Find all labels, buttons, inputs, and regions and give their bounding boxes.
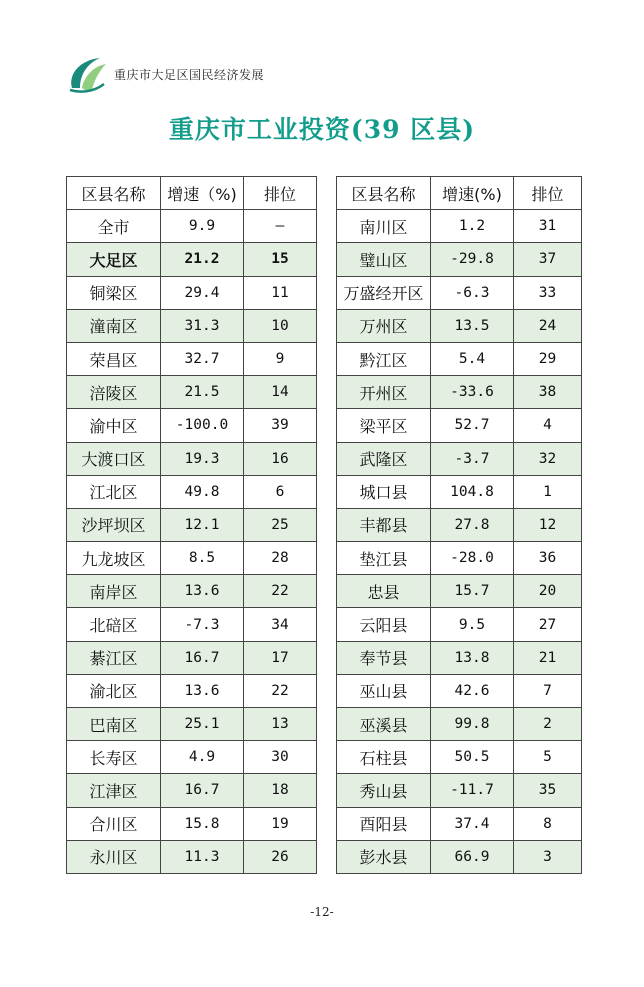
region-name-cell: 璧山区 bbox=[337, 243, 431, 276]
region-name-cell: 石柱县 bbox=[337, 741, 431, 774]
table-row bbox=[67, 542, 317, 575]
growth-rate-cell: 50.5 bbox=[431, 741, 514, 774]
region-name-cell: 潼南区 bbox=[67, 309, 161, 342]
rank-cell: 33 bbox=[514, 276, 582, 309]
growth-rate-cell: 42.6 bbox=[431, 674, 514, 707]
table-row bbox=[337, 807, 582, 840]
table-row bbox=[337, 475, 582, 508]
table-row bbox=[337, 243, 582, 276]
table-row bbox=[67, 741, 317, 774]
growth-rate-cell: 104.8 bbox=[431, 475, 514, 508]
rank-cell: 14 bbox=[244, 376, 317, 409]
region-name-cell: 黔江区 bbox=[337, 342, 431, 375]
table-header-row bbox=[67, 177, 317, 210]
table-header-row bbox=[337, 177, 582, 210]
growth-rate-cell: 29.4 bbox=[161, 276, 244, 309]
rank-cell: 16 bbox=[244, 442, 317, 475]
region-name-cell: 开州区 bbox=[337, 376, 431, 409]
region-name-cell: 云阳县 bbox=[337, 608, 431, 641]
growth-rate-cell: -29.8 bbox=[431, 243, 514, 276]
region-name-cell: 渝北区 bbox=[67, 674, 161, 707]
growth-rate-cell: 16.7 bbox=[161, 774, 244, 807]
table-row bbox=[67, 840, 317, 873]
growth-rate-cell: 13.8 bbox=[431, 641, 514, 674]
left-investment-table bbox=[66, 176, 317, 874]
growth-rate-cell: 21.2 bbox=[161, 243, 244, 276]
region-name-cell: 万盛经开区 bbox=[337, 276, 431, 309]
rank-cell: 7 bbox=[514, 674, 582, 707]
table-row bbox=[67, 243, 317, 276]
column-header-rank: 排位 bbox=[514, 177, 582, 210]
region-name-cell: 江北区 bbox=[67, 475, 161, 508]
region-name-cell: 秀山县 bbox=[337, 774, 431, 807]
growth-rate-cell: 8.5 bbox=[161, 542, 244, 575]
growth-rate-cell: 15.7 bbox=[431, 575, 514, 608]
column-header-region: 区县名称 bbox=[337, 177, 431, 210]
region-name-cell: 武隆区 bbox=[337, 442, 431, 475]
rank-cell: 20 bbox=[514, 575, 582, 608]
table-row bbox=[67, 409, 317, 442]
table-row bbox=[67, 276, 317, 309]
region-name-cell: 城口县 bbox=[337, 475, 431, 508]
region-name-cell: 巴南区 bbox=[67, 708, 161, 741]
column-header-growth: 增速（%) bbox=[161, 177, 244, 210]
table-row bbox=[67, 807, 317, 840]
growth-rate-cell: 66.9 bbox=[431, 840, 514, 873]
leaf-swoosh-logo bbox=[66, 54, 108, 94]
rank-cell: 25 bbox=[244, 508, 317, 541]
region-name-cell: 铜梁区 bbox=[67, 276, 161, 309]
growth-rate-cell: -100.0 bbox=[161, 409, 244, 442]
region-name-cell: 梁平区 bbox=[337, 409, 431, 442]
region-name-cell: 沙坪坝区 bbox=[67, 508, 161, 541]
table-row bbox=[337, 641, 582, 674]
rank-cell: 13 bbox=[244, 708, 317, 741]
growth-rate-cell: 16.7 bbox=[161, 641, 244, 674]
rank-cell: 29 bbox=[514, 342, 582, 375]
growth-rate-cell: 25.1 bbox=[161, 708, 244, 741]
table-row bbox=[337, 309, 582, 342]
rank-cell: 18 bbox=[244, 774, 317, 807]
region-name-cell: 綦江区 bbox=[67, 641, 161, 674]
rank-cell: 36 bbox=[514, 542, 582, 575]
growth-rate-cell: 49.8 bbox=[161, 475, 244, 508]
rank-cell: 24 bbox=[514, 309, 582, 342]
growth-rate-cell: 13.6 bbox=[161, 674, 244, 707]
table-row bbox=[67, 575, 317, 608]
rank-cell: 11 bbox=[244, 276, 317, 309]
rank-cell: 22 bbox=[244, 575, 317, 608]
table-row bbox=[337, 376, 582, 409]
region-name-cell: 大渡口区 bbox=[67, 442, 161, 475]
region-name-cell: 永川区 bbox=[67, 840, 161, 873]
growth-rate-cell: -3.7 bbox=[431, 442, 514, 475]
table-row bbox=[337, 840, 582, 873]
region-name-cell: 酉阳县 bbox=[337, 807, 431, 840]
growth-rate-cell: 12.1 bbox=[161, 508, 244, 541]
region-name-cell: 北碚区 bbox=[67, 608, 161, 641]
growth-rate-cell: -7.3 bbox=[161, 608, 244, 641]
rank-cell: 12 bbox=[514, 508, 582, 541]
table-row bbox=[337, 409, 582, 442]
region-name-cell: 九龙坡区 bbox=[67, 542, 161, 575]
region-name-cell: 万州区 bbox=[337, 309, 431, 342]
region-name-cell: 江津区 bbox=[67, 774, 161, 807]
table-row bbox=[337, 542, 582, 575]
table-row bbox=[337, 741, 582, 774]
rank-cell: 32 bbox=[514, 442, 582, 475]
table-row bbox=[67, 309, 317, 342]
growth-rate-cell: 31.3 bbox=[161, 309, 244, 342]
table-row bbox=[337, 674, 582, 707]
region-name-cell: 丰都县 bbox=[337, 508, 431, 541]
page-title: 重庆市工业投资(39 区县) bbox=[168, 115, 476, 144]
header-org-name: 重庆市大足区国民经济发展 bbox=[114, 67, 265, 82]
rank-cell: 26 bbox=[244, 840, 317, 873]
region-name-cell: 合川区 bbox=[67, 807, 161, 840]
rank-cell: 3 bbox=[514, 840, 582, 873]
growth-rate-cell: -11.7 bbox=[431, 774, 514, 807]
page-header bbox=[66, 54, 264, 94]
column-header-growth: 增速(%) bbox=[431, 177, 514, 210]
growth-rate-cell: 19.3 bbox=[161, 442, 244, 475]
rank-cell: 37 bbox=[514, 243, 582, 276]
growth-rate-cell: 15.8 bbox=[161, 807, 244, 840]
region-name-cell: 全市 bbox=[67, 210, 161, 243]
rank-cell: 22 bbox=[244, 674, 317, 707]
table-row bbox=[337, 508, 582, 541]
region-name-cell: 渝中区 bbox=[67, 409, 161, 442]
growth-rate-cell: 4.9 bbox=[161, 741, 244, 774]
region-name-cell: 忠县 bbox=[337, 575, 431, 608]
table-row bbox=[67, 342, 317, 375]
table-row bbox=[67, 442, 317, 475]
table-row bbox=[67, 475, 317, 508]
rank-cell: 39 bbox=[244, 409, 317, 442]
table-row bbox=[337, 708, 582, 741]
growth-rate-cell: -6.3 bbox=[431, 276, 514, 309]
rank-cell: 9 bbox=[244, 342, 317, 375]
rank-cell: 28 bbox=[244, 542, 317, 575]
table-row bbox=[67, 708, 317, 741]
rank-cell: 27 bbox=[514, 608, 582, 641]
region-name-cell: 垫江县 bbox=[337, 542, 431, 575]
rank-cell: 21 bbox=[514, 641, 582, 674]
rank-cell: 19 bbox=[244, 807, 317, 840]
table-row bbox=[67, 774, 317, 807]
column-header-region: 区县名称 bbox=[67, 177, 161, 210]
region-name-cell: 荣昌区 bbox=[67, 342, 161, 375]
growth-rate-cell: -28.0 bbox=[431, 542, 514, 575]
table-row bbox=[337, 210, 582, 243]
page-number: -12- bbox=[310, 905, 334, 919]
region-name-cell: 大足区 bbox=[67, 243, 161, 276]
growth-rate-cell: 99.8 bbox=[431, 708, 514, 741]
rank-cell: 17 bbox=[244, 641, 317, 674]
rank-cell: 30 bbox=[244, 741, 317, 774]
rank-cell: 8 bbox=[514, 807, 582, 840]
region-name-cell: 长寿区 bbox=[67, 741, 161, 774]
region-name-cell: 奉节县 bbox=[337, 641, 431, 674]
rank-cell: 5 bbox=[514, 741, 582, 774]
column-header-rank: 排位 bbox=[244, 177, 317, 210]
region-name-cell: 彭水县 bbox=[337, 840, 431, 873]
table-row bbox=[67, 376, 317, 409]
growth-rate-cell: 5.4 bbox=[431, 342, 514, 375]
right-investment-table bbox=[336, 176, 582, 874]
growth-rate-cell: 32.7 bbox=[161, 342, 244, 375]
rank-cell: — bbox=[244, 210, 317, 243]
growth-rate-cell: 9.9 bbox=[161, 210, 244, 243]
growth-rate-cell: 13.6 bbox=[161, 575, 244, 608]
growth-rate-cell: 13.5 bbox=[431, 309, 514, 342]
growth-rate-cell: 1.2 bbox=[431, 210, 514, 243]
rank-cell: 38 bbox=[514, 376, 582, 409]
region-name-cell: 南川区 bbox=[337, 210, 431, 243]
growth-rate-cell: 37.4 bbox=[431, 807, 514, 840]
rank-cell: 4 bbox=[514, 409, 582, 442]
growth-rate-cell: 27.8 bbox=[431, 508, 514, 541]
table-row bbox=[337, 342, 582, 375]
region-name-cell: 巫山县 bbox=[337, 674, 431, 707]
rank-cell: 2 bbox=[514, 708, 582, 741]
region-name-cell: 涪陵区 bbox=[67, 376, 161, 409]
growth-rate-cell: 52.7 bbox=[431, 409, 514, 442]
table-row bbox=[337, 276, 582, 309]
rank-cell: 1 bbox=[514, 475, 582, 508]
table-row bbox=[337, 575, 582, 608]
table-row bbox=[337, 442, 582, 475]
table-row bbox=[67, 508, 317, 541]
table-row bbox=[67, 674, 317, 707]
region-name-cell: 南岸区 bbox=[67, 575, 161, 608]
growth-rate-cell: 21.5 bbox=[161, 376, 244, 409]
growth-rate-cell: -33.6 bbox=[431, 376, 514, 409]
rank-cell: 10 bbox=[244, 309, 317, 342]
table-row bbox=[337, 774, 582, 807]
growth-rate-cell: 11.3 bbox=[161, 840, 244, 873]
table-row bbox=[67, 641, 317, 674]
region-name-cell: 巫溪县 bbox=[337, 708, 431, 741]
rank-cell: 35 bbox=[514, 774, 582, 807]
growth-rate-cell: 9.5 bbox=[431, 608, 514, 641]
rank-cell: 34 bbox=[244, 608, 317, 641]
rank-cell: 31 bbox=[514, 210, 582, 243]
table-row bbox=[67, 608, 317, 641]
table-row bbox=[67, 210, 317, 243]
table-row bbox=[337, 608, 582, 641]
rank-cell: 15 bbox=[244, 243, 317, 276]
rank-cell: 6 bbox=[244, 475, 317, 508]
